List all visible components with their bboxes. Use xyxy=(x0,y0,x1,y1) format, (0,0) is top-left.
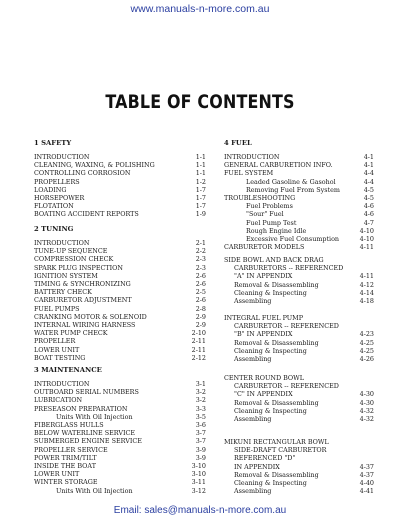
toc-entry-title: SPARK PLUG INSPECTION xyxy=(34,263,124,272)
toc-entry-title: INTRODUCTION xyxy=(224,153,280,161)
toc-page-number: 4-7 xyxy=(363,218,374,227)
toc-entry-title: TUNE-UP SEQUENCE xyxy=(34,247,108,256)
toc-entry-title: INTEGRAL FUEL PUMP xyxy=(224,314,304,322)
toc-entry-title: REFERENCED "D" xyxy=(234,454,296,463)
toc-entry-title: Cleaning & Inspecting xyxy=(234,479,307,487)
toc-entry-title: PROPELLERS xyxy=(34,177,80,186)
toc-page-number: 4-14 xyxy=(359,288,374,297)
toc-page-number: 3-11 xyxy=(191,478,206,487)
toc-entry-title: BATTERY CHECK xyxy=(34,288,92,297)
toc-entry-title: "B" IN APPENDIX xyxy=(234,330,293,339)
toc-page-number: 2-1 xyxy=(195,239,206,247)
toc-page-number: 4-10 xyxy=(359,235,374,243)
toc-page-number: 4-6 xyxy=(363,210,374,219)
toc-page-number: 1-9 xyxy=(195,210,206,219)
section-heading-safety xyxy=(34,139,206,148)
section-heading-maintenance xyxy=(34,366,206,375)
toc-page-number: 1-2 xyxy=(195,177,206,186)
page-title: TABLE OF CONTENTS xyxy=(105,92,295,113)
toc-subentry xyxy=(224,297,374,306)
toc-entry-title: CONTROLLING CORROSION xyxy=(34,169,131,178)
toc-entry-title: Removal & Disassembling xyxy=(234,398,319,407)
toc-entry-title: GENERAL CARBURETION INFO. xyxy=(224,161,333,170)
toc-entry-title: CARBURETOR MODELS xyxy=(224,243,305,252)
toc-page-number: 4-30 xyxy=(359,390,374,399)
toc-page-number: 4-41 xyxy=(359,487,374,496)
toc-page-number: 2-6 xyxy=(195,296,206,305)
toc-entry-title: Fuel Pump Test xyxy=(246,218,297,227)
toc-entry-title: SUBMERGED ENGINE SERVICE xyxy=(34,437,142,446)
toc-entry-title: Cleaning & Inspecting xyxy=(234,406,307,415)
header-url-link[interactable]: www.manuals-n-more.com.au xyxy=(130,3,270,15)
toc-entry-title: Assembling xyxy=(234,487,272,496)
toc-entry-title: SIDE BOWL AND BACK DRAG xyxy=(224,256,324,264)
toc-page-number: 2-2 xyxy=(195,247,206,256)
toc-entry-title: Units With Oil Injection xyxy=(56,486,133,495)
toc-page-number: 3-7 xyxy=(195,437,206,446)
toc-page-number: 1-7 xyxy=(195,194,206,202)
toc-entry-title: LOADING xyxy=(34,185,67,194)
toc-entry xyxy=(34,210,206,219)
toc-page-number: 4-37 xyxy=(359,462,374,471)
toc-entry xyxy=(34,354,206,363)
toc-entry-title: Assembling xyxy=(234,415,272,423)
toc-entry-title: BOATING ACCIDENT REPORTS xyxy=(34,210,139,219)
section-heading: 4 FUEL xyxy=(224,139,252,147)
toc-page-number: 3-12 xyxy=(191,486,206,495)
toc-page-number: 2-6 xyxy=(195,271,206,280)
toc-entry-title: Assembling xyxy=(234,355,272,363)
toc-entry-title: Fuel Problems xyxy=(246,202,293,211)
toc-entry-title: IN APPENDIX xyxy=(234,462,280,471)
toc-entry-title: LOWER UNIT xyxy=(34,470,80,479)
toc-page-number: 4-5 xyxy=(363,194,374,202)
toc-entry-title: Rough Engine Idle xyxy=(246,226,307,235)
toc-page-number: 2-9 xyxy=(195,312,206,321)
section-heading: 2 TUNING xyxy=(34,225,74,233)
toc-entry-title: Removal & Disassembling xyxy=(234,338,319,347)
toc-page-number: 3-2 xyxy=(195,388,206,397)
toc-entry-title: PROPELLER xyxy=(34,337,76,346)
toc-page-number: 4-40 xyxy=(359,479,374,487)
toc-entry-title: HORSEPOWER xyxy=(34,194,85,202)
toc-entry-title: CENTER ROUND BOWL xyxy=(224,374,304,382)
toc-page-number: 3-9 xyxy=(195,453,206,462)
toc-entry-title: POWER TRIM/TILT xyxy=(34,453,97,462)
toc-page-number: 3-10 xyxy=(191,462,206,470)
toc-entry-title: OUTBOARD SERIAL NUMBERS xyxy=(34,388,139,397)
toc-entry-title: CARBURETOR -- REFERENCED xyxy=(234,382,339,391)
toc-entry-title: BOAT TESTING xyxy=(34,353,86,362)
toc-entry-title: LOWER UNIT xyxy=(34,345,80,354)
section-heading-tuning xyxy=(34,225,206,234)
toc-entry-title: Cleaning & Inspecting xyxy=(234,288,307,297)
toc-entry-title: "C" IN APPENDIX xyxy=(234,390,293,399)
toc-page-number: 4-25 xyxy=(359,346,374,355)
toc-page-number: 4-23 xyxy=(359,330,374,339)
toc-page-number: 2-6 xyxy=(195,280,206,288)
toc-page-number: 3-9 xyxy=(195,445,206,454)
toc-page-number: 1-7 xyxy=(195,202,206,211)
toc-page-number: 1-1 xyxy=(195,161,206,170)
toc-page-number: 4-1 xyxy=(363,153,374,161)
toc-entry-title: BELOW WATERLINE SERVICE xyxy=(34,429,136,438)
toc-entry-title: PROPELLER SERVICE xyxy=(34,445,108,454)
toc-entry-title: INTRODUCTION xyxy=(34,239,90,247)
toc-entry-title: Excessive Fuel Consumption xyxy=(246,235,340,243)
section-heading: 1 SAFETY xyxy=(34,139,72,147)
toc-page-number: 4-25 xyxy=(359,338,374,347)
toc-subentry xyxy=(224,415,374,424)
toc-entry-title: "A" IN APPENDIX xyxy=(234,272,293,281)
toc-entry-title: INTERNAL WIRING HARNESS xyxy=(34,321,136,329)
toc-page-number: 4-18 xyxy=(359,297,374,305)
toc-entry-title: FIBERGLASS HULLS xyxy=(34,421,104,429)
toc-page-number: 1-1 xyxy=(195,169,206,178)
toc-entry-title: CARBURETORS -- REFERENCED xyxy=(234,264,344,273)
toc-entry-title: INTRODUCTION xyxy=(34,153,90,161)
toc-entry-title: CARBURETOR -- REFERENCED xyxy=(234,322,339,331)
toc-page-number: 2-9 xyxy=(195,321,206,329)
toc-page-number: 2-3 xyxy=(195,255,206,264)
toc-page-number: 4-37 xyxy=(359,470,374,479)
toc-entry-title: INTRODUCTION xyxy=(34,380,90,388)
toc-entry-title: IGNITION SYSTEM xyxy=(34,271,98,280)
toc-entry-title: FUEL SYSTEM xyxy=(224,169,274,178)
toc-page-number: 2-12 xyxy=(191,353,206,362)
toc-page-number: 2-10 xyxy=(191,329,206,338)
toc-entry-title: Removal & Disassembling xyxy=(234,280,319,289)
toc-page-number: 3-3 xyxy=(195,404,206,413)
toc-entry-title: MIKUNI RECTANGULAR BOWL xyxy=(224,438,329,446)
toc-page-number: 2-11 xyxy=(191,337,206,346)
toc-subentry xyxy=(224,355,374,364)
toc-entry-title: SIDE-DRAFT CARBURETOR xyxy=(234,446,327,455)
toc-entry-title: FLOTATION xyxy=(34,202,74,211)
toc-entry-title: Leaded Gasoline & Gasohol xyxy=(246,177,336,186)
toc-page-number: 4-4 xyxy=(363,169,374,178)
toc-entry-title: Units With Oil Injection xyxy=(56,412,133,421)
toc-page-number: 3-2 xyxy=(195,396,206,405)
toc-page-number: 4-1 xyxy=(363,161,374,170)
toc-entry-title: PRESEASON PREPARATION xyxy=(34,404,128,413)
toc-entry-title: Assembling xyxy=(234,297,272,305)
toc-page-number: 4-26 xyxy=(359,355,374,363)
toc-page-number: 4-6 xyxy=(363,202,374,211)
toc-page-number: 4-32 xyxy=(359,415,374,423)
toc-page-number: 4-5 xyxy=(363,185,374,194)
toc-page-number: 4-11 xyxy=(359,243,374,252)
toc-entry-title: TROUBLESHOOTING xyxy=(224,194,296,202)
toc-entry-title: Cleaning & Inspecting xyxy=(234,346,307,355)
toc-page-number: 2-3 xyxy=(195,263,206,272)
toc-page-number: 4-12 xyxy=(359,280,374,289)
toc-page-number: 3-7 xyxy=(195,429,206,438)
section-heading: 3 MAINTENANCE xyxy=(34,366,102,374)
toc-page-number: 2-5 xyxy=(195,288,206,297)
toc-entry-title: Removing Fuel From System xyxy=(246,185,340,194)
toc-page-number: 3-10 xyxy=(191,470,206,479)
toc-page-number: 3-6 xyxy=(195,421,206,429)
toc-page-number: 1-7 xyxy=(195,185,206,194)
toc-entry-title: COMPRESSION CHECK xyxy=(34,255,114,264)
toc-entry-title: FUEL PUMPS xyxy=(34,304,80,313)
toc-subentry xyxy=(224,487,374,496)
toc-page-number: 2-11 xyxy=(191,345,206,354)
toc-entry-title: LUBRICATION xyxy=(34,396,83,405)
toc-page-number: 4-11 xyxy=(359,272,374,281)
toc-subentry xyxy=(34,487,206,496)
section-heading-fuel xyxy=(224,139,374,148)
toc-page-number: 3-1 xyxy=(195,380,206,388)
toc-page-number: 4-32 xyxy=(359,406,374,415)
toc-entry-title: CLEANING, WAXING, & POLISHING xyxy=(34,161,155,170)
toc-page-number: 3-5 xyxy=(195,412,206,421)
toc-entry-title: Removal & Disassembling xyxy=(234,470,319,479)
toc-entry-title: INSIDE THE BOAT xyxy=(34,462,96,470)
toc-entry-title: CRANKING MOTOR & SOLENOID xyxy=(34,312,147,321)
toc-entry-title: CARBURETOR ADJUSTMENT xyxy=(34,296,132,305)
toc-entry-title: "Sour" Fuel xyxy=(246,210,284,219)
toc-entry-title: WATER PUMP CHECK xyxy=(34,329,108,338)
toc-page-number: 2-8 xyxy=(195,304,206,313)
footer-email-link[interactable]: Email: sales@manuals-n-more.com.au xyxy=(113,505,287,516)
toc-page-number: 4-30 xyxy=(359,398,374,407)
toc-entry-title: TIMING & SYNCHRONIZING xyxy=(34,280,131,288)
toc-page-number: 4-10 xyxy=(359,226,374,235)
toc-entry xyxy=(224,243,374,252)
toc-entry-title: WINTER STORAGE xyxy=(34,478,98,487)
toc-page-number: 4-4 xyxy=(363,177,374,186)
toc-page-number: 1-1 xyxy=(195,153,206,161)
